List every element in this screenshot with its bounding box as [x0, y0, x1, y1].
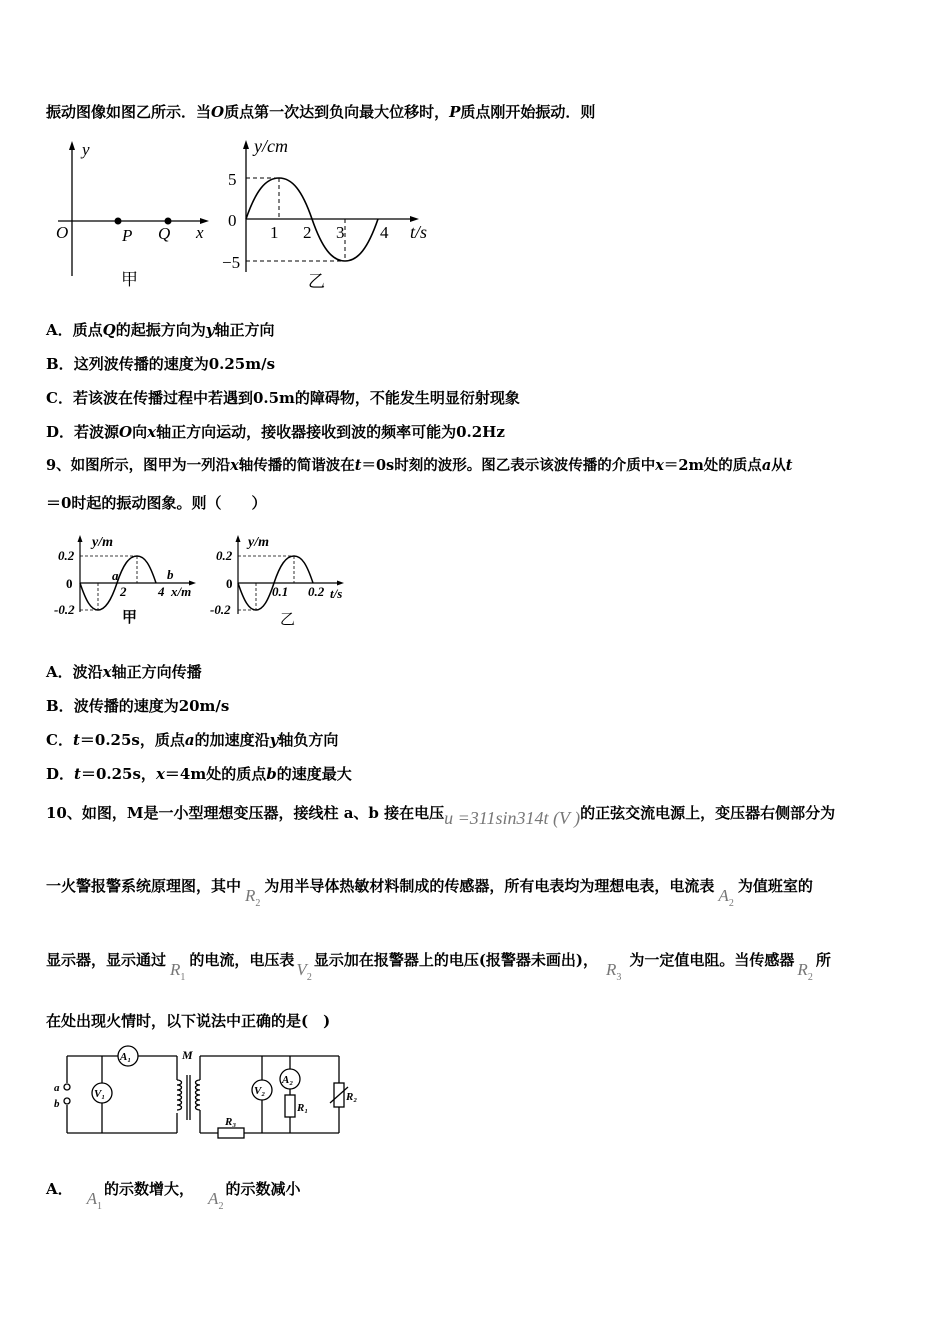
symbol-sub: 2: [807, 972, 813, 983]
point-p-label: P: [122, 226, 133, 245]
q9-option-c: [46, 730, 338, 750]
symbol-sub: 2: [728, 898, 734, 909]
stem-text: 为一定值电阻。当传感器: [629, 951, 795, 969]
option-label: C．: [46, 731, 73, 749]
var-a: a: [761, 457, 772, 474]
option-text: 轴负方向: [278, 731, 339, 749]
var-x: x: [102, 663, 112, 681]
symbol-sub: 1: [97, 1201, 103, 1212]
var-o: O: [211, 103, 225, 121]
resistor-r3-label: R₃: [225, 1116, 237, 1128]
option-text: 轴正方向传播: [111, 663, 202, 681]
option-label: D．: [46, 765, 75, 783]
resistor-r1-label: R₁: [297, 1102, 309, 1114]
axis-label-y: y: [82, 140, 90, 159]
tick-label-5: 5: [228, 170, 237, 189]
var-y: y: [269, 731, 279, 749]
symbol-sub: 1: [180, 972, 186, 983]
tick-label-neg: -0.2: [210, 602, 231, 617]
caption-jia: 甲: [122, 610, 138, 626]
var-x: x: [230, 457, 239, 474]
sensor-r2-label: R₂: [346, 1091, 358, 1103]
option-label: C．: [46, 389, 73, 407]
stem-text: ＝2m处的质点: [663, 457, 762, 474]
symbol-sub: 3: [616, 972, 622, 983]
q10-stem-line4: [46, 1011, 330, 1031]
option-text: 向: [132, 423, 148, 441]
option-text: ＝0.25s，: [80, 765, 156, 783]
tick-label-3: 3: [336, 223, 345, 242]
stem-text: 一火警报警系统原理图，其中: [46, 877, 242, 895]
terminal-b-label: b: [54, 1098, 60, 1110]
q10-stem-line2: [46, 876, 813, 909]
point-q-label: Q: [158, 224, 171, 243]
q8-option-a: [46, 320, 274, 340]
var-x: x: [147, 423, 157, 441]
option-text: 这列波传播的速度为0.25m/s: [73, 355, 276, 373]
q9-option-d: [46, 764, 352, 784]
tick-label-0.1: 0.1: [272, 584, 289, 599]
figure-q9-wave-jia: [50, 532, 205, 632]
option-text: 波沿: [72, 663, 103, 681]
terminal-a-label: a: [54, 1082, 60, 1094]
option-label: B．: [46, 697, 74, 715]
q10-option-a: [46, 1179, 301, 1212]
stem-text: 的正弦交流电源上，变压器右侧部分为: [580, 804, 836, 822]
option-label: A．: [46, 1180, 73, 1198]
option-text: 若波源: [74, 423, 120, 441]
axis-label-x: x/m: [171, 584, 192, 599]
stem-text: 所: [815, 951, 831, 969]
option-label: A．: [46, 321, 73, 339]
option-text: 若该波在传播过程中若遇到0.5m的障碍物，不能发生明显衍射现象: [72, 389, 520, 407]
intro-text: 质点第一次达到负向最大位移时，: [224, 103, 450, 121]
var-o: O: [119, 423, 133, 441]
stem-text: 的电流，电压表: [189, 951, 295, 969]
var-p: P: [449, 103, 461, 121]
point-p: [115, 218, 122, 225]
intro-text: 振动图像如图乙所示．当: [46, 103, 212, 121]
q9-option-a: [46, 662, 202, 682]
caption-jia: 甲: [121, 270, 138, 289]
option-label: D．: [46, 423, 75, 441]
stem-text: 在处出现火情时，以下说法中正确的是( ): [46, 1012, 331, 1030]
tick-label-0.2: 0.2: [308, 584, 325, 599]
option-text: 轴正方向运动，接收器接收到波的频率可能为0.2Hz: [156, 423, 505, 441]
tick-label-0: 0: [66, 576, 73, 591]
option-label: A．: [46, 663, 73, 681]
option-text: ＝0.25s，质点: [79, 731, 185, 749]
q9-stem-line2: [46, 493, 266, 513]
stem-text: 显示加在报警器上的电压(报警器未画出)，: [313, 951, 599, 969]
voltage-formula: u =311sin314t (V ): [444, 808, 581, 828]
stem-text: ＝0时起的振动图象。则（ ）: [46, 494, 267, 512]
tick-label-neg: -0.2: [54, 602, 75, 617]
stem-text: 轴传播的简谐波在: [238, 457, 355, 474]
figure-q10-circuit: [50, 1045, 365, 1140]
symbol-sub: 2: [306, 972, 312, 983]
axis-label-t: t/s: [330, 586, 343, 601]
option-text: 波传播的速度为20m/s: [73, 697, 230, 715]
var-a: a: [184, 731, 195, 749]
q8-option-b: [46, 354, 275, 374]
symbol-a1: A: [86, 1189, 98, 1208]
axis-label-x: x: [196, 223, 204, 242]
var-t: t: [785, 457, 793, 474]
option-text: 的加速度沿: [194, 731, 270, 749]
tick-label-neg5: −5: [222, 253, 241, 272]
tick-label-1: 1: [270, 223, 279, 242]
option-text: 的起振方向为: [115, 321, 206, 339]
q10-stem-line1: [46, 802, 836, 828]
q8-option-d: [46, 422, 505, 442]
ammeter-a1-label: A₁: [120, 1051, 132, 1063]
stem-text: 9、如图所示，图甲为一列沿: [46, 457, 231, 474]
symbol-r2: R: [797, 960, 808, 979]
var-y: y: [205, 321, 215, 339]
symbol-sub: 2: [218, 1201, 224, 1212]
var-t: t: [354, 457, 362, 474]
symbol-r1: R: [170, 960, 181, 979]
stem-text: 从: [771, 457, 786, 474]
option-text: 的示数减小: [225, 1180, 301, 1198]
transformer-m-label: M: [182, 1048, 193, 1062]
figure-vibration-yi: [222, 132, 452, 297]
symbol-a2: A: [718, 886, 729, 905]
tick-label-pos: 0.2: [58, 548, 75, 563]
point-a-label: a: [112, 568, 119, 583]
voltmeter-v2-label: V₂: [254, 1085, 266, 1097]
stem-text: 为值班室的: [737, 877, 813, 895]
symbol-a2: A: [208, 1189, 219, 1208]
origin-label: O: [56, 223, 69, 242]
option-text: 质点: [72, 321, 103, 339]
symbol-r2: R: [245, 886, 256, 905]
q9-stem-line1: [46, 456, 792, 476]
axis-label-t: t/s: [410, 222, 428, 242]
option-text: ＝4m处的质点: [164, 765, 267, 783]
stem-text: 显示器，显示通过: [46, 951, 167, 969]
figure-q9-vibration-yi: [208, 532, 358, 632]
tick-label-pos: 0.2: [216, 548, 233, 563]
option-text: 的速度最大: [276, 765, 352, 783]
caption-yi: 乙: [308, 272, 325, 291]
var-b: b: [266, 765, 277, 783]
axis-label-y: y/m: [248, 535, 269, 550]
tick-label-4: 4: [380, 223, 389, 242]
symbol-v2: V: [296, 960, 307, 979]
point-b-label: b: [167, 567, 174, 582]
stem-text: ＝0s时刻的波形。图乙表示该波传播的介质中: [361, 457, 656, 474]
var-t: t: [72, 731, 80, 749]
intro-text: 质点刚开始振动．则: [460, 103, 596, 121]
stem-text: 10、如图，M是一小型理想变压器，接线柱 a、b 接在电压: [46, 804, 445, 822]
var-x: x: [155, 765, 165, 783]
tick-label-2: 2: [120, 584, 127, 599]
stem-text: 为用半导体热敏材料制成的传感器，所有电表均为理想电表，电流表: [264, 877, 715, 895]
axis-label-y: y/cm: [254, 136, 288, 156]
ammeter-a2-label: A₂: [282, 1074, 294, 1086]
q9-option-b: [46, 696, 229, 716]
tick-label-0: 0: [226, 576, 233, 591]
var-x: x: [655, 457, 664, 474]
tick-label-4: 4: [158, 584, 165, 599]
option-text: 的示数增大，: [104, 1180, 195, 1198]
q8-option-c: [46, 388, 520, 408]
var-t: t: [74, 765, 81, 783]
tick-label-0: 0: [228, 211, 237, 230]
caption-yi: 乙: [280, 612, 296, 628]
symbol-r3: R: [606, 960, 617, 979]
axis-label-y: y/m: [92, 535, 113, 550]
tick-label-2: 2: [303, 223, 312, 242]
var-q: Q: [102, 321, 116, 339]
voltmeter-v1-label: V₁: [94, 1088, 106, 1100]
symbol-sub: 2: [255, 898, 261, 909]
q10-stem-line3: [46, 950, 831, 983]
option-label: B．: [46, 355, 74, 373]
intro-line: [46, 102, 595, 122]
option-text: 轴正方向: [214, 321, 275, 339]
figure-wave-jia: [50, 135, 215, 295]
